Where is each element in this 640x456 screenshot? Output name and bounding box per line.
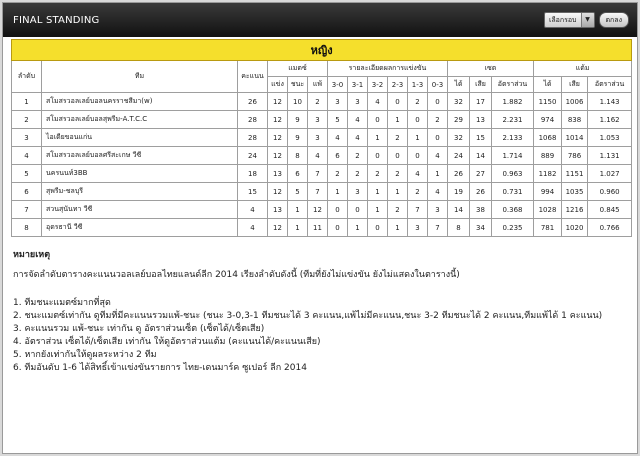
standings-table-wrap [3,37,637,237]
list-item: 6. ทีมอันดับ 1-6 ได้สิทธิ์เข้าแข่งขันรายการ ไทย-เดนมาร์ค ซูเปอร์ ลีก 2014 [13,363,307,373]
cell-played: 12 [268,219,288,237]
cell-r32: 0 [368,219,388,237]
table-row [12,93,632,111]
cell-r13: 1 [408,129,428,147]
section-title: หญิง [12,40,632,61]
standings-table [11,39,632,237]
cell-team: สวนสุนันทา วีซี [42,201,238,219]
cell-set-ratio: 2.231 [492,111,534,129]
cell-r31: 4 [348,111,368,129]
cell-r23: 1 [388,183,408,201]
cell-r03: 3 [428,201,448,219]
cell-set-won: 26 [448,165,470,183]
cell-r32: 1 [368,129,388,147]
col-set-won: ได้ [448,77,470,93]
cell-points: 28 [238,111,268,129]
chevron-down-icon[interactable]: ▼ [581,13,594,27]
cell-points: 26 [238,93,268,111]
cell-played: 12 [268,93,288,111]
table-row [12,165,632,183]
cell-pt-won: 1068 [534,129,562,147]
col-pt-won: ได้ [534,77,562,93]
cell-r30: 0 [328,201,348,219]
cell-pt-won: 994 [534,183,562,201]
table-row [12,147,632,165]
cell-set-lost: 14 [470,147,492,165]
cell-r32: 0 [368,147,388,165]
cell-set-ratio: 1.714 [492,147,534,165]
cell-won: 10 [288,93,308,111]
cell-r32: 1 [368,183,388,201]
col-pt-ratio: อัตราส่วน [588,77,632,93]
cell-rank: 4 [12,147,42,165]
cell-r23: 2 [388,165,408,183]
round-select[interactable] [544,12,595,28]
cell-r30: 5 [328,111,348,129]
cell-pt-won: 1182 [534,165,562,183]
cell-played: 12 [268,111,288,129]
cell-rank: 6 [12,183,42,201]
cell-team: สุพรีม-ชลบุรี [42,183,238,201]
cell-set-ratio: 0.963 [492,165,534,183]
col-set-lost: เสีย [470,77,492,93]
cell-r23: 1 [388,219,408,237]
cell-pt-won: 1150 [534,93,562,111]
table-row [12,219,632,237]
cell-set-ratio: 1.882 [492,93,534,111]
cell-pt-ratio: 1.053 [588,129,632,147]
col-pt-lost: เสีย [562,77,588,93]
cell-team: สโมสรวอลเลย์บอลศรีสะเกษ วีซี [42,147,238,165]
cell-r30: 2 [328,165,348,183]
cell-set-won: 32 [448,129,470,147]
cell-set-won: 14 [448,201,470,219]
cell-lost: 2 [308,93,328,111]
cell-r32: 2 [368,165,388,183]
page-title: FINAL STANDING [13,14,100,26]
cell-pt-ratio: 0.766 [588,219,632,237]
col-lost: แพ้ [308,77,328,93]
cell-lost: 11 [308,219,328,237]
col-r31: 3-1 [348,77,368,93]
cell-set-lost: 26 [470,183,492,201]
cell-lost: 3 [308,111,328,129]
cell-pt-lost: 1216 [562,201,588,219]
list-item: 1. ทีมชนะแมตซ์มากที่สุด [13,298,111,308]
list-item: 4. อัตราส่วน เซ็ตได้/เซ็ตเสีย เท่ากัน ให้ดูอัตราส่วนแต้ม (คะแนนได้/คะแนนเสีย) [13,337,321,347]
cell-r03: 0 [428,129,448,147]
standings-panel [2,2,638,454]
cell-set-won: 29 [448,111,470,129]
col-won: ชนะ [288,77,308,93]
cell-set-lost: 34 [470,219,492,237]
col-set-ratio: อัตราส่วน [492,77,534,93]
cell-r13: 4 [408,165,428,183]
cell-r31: 3 [348,93,368,111]
cell-pt-lost: 1020 [562,219,588,237]
cell-rank: 1 [12,93,42,111]
cell-lost: 4 [308,147,328,165]
toolbar [544,12,629,28]
cell-pt-ratio: 0.960 [588,183,632,201]
cell-r31: 1 [348,219,368,237]
cell-pt-won: 974 [534,111,562,129]
col-r03: 0-3 [428,77,448,93]
cell-won: 9 [288,129,308,147]
list-item: 3. คะแนนรวม แพ้-ชนะ เท่ากัน ดู อัตราส่วนเซ็ต (เซ็ตได้/เซ็ตเสีย) [13,324,265,334]
cell-rank: 3 [12,129,42,147]
cell-r03: 0 [428,93,448,111]
table-row [12,129,632,147]
ok-button[interactable]: ตกลง [599,12,630,28]
cell-rank: 5 [12,165,42,183]
table-row [12,201,632,219]
col-rank: ลำดับ [12,61,42,93]
cell-pt-lost: 1014 [562,129,588,147]
cell-r23: 2 [388,129,408,147]
cell-set-won: 8 [448,219,470,237]
cell-won: 9 [288,111,308,129]
cell-rank: 2 [12,111,42,129]
cell-set-won: 32 [448,93,470,111]
cell-pt-won: 1028 [534,201,562,219]
cell-pt-ratio: 0.845 [588,201,632,219]
cell-pt-ratio: 1.131 [588,147,632,165]
cell-won: 5 [288,183,308,201]
cell-pt-lost: 838 [562,111,588,129]
notes-section [3,237,637,375]
cell-r30: 6 [328,147,348,165]
col-group-set: เซต [448,61,534,77]
title-bar [3,3,637,37]
cell-r31: 0 [348,201,368,219]
cell-team: สโมสรวอลเลย์บอลนครราชสีมา(w) [42,93,238,111]
cell-rank: 7 [12,201,42,219]
cell-set-lost: 38 [470,201,492,219]
cell-lost: 3 [308,129,328,147]
cell-rank: 8 [12,219,42,237]
cell-set-ratio: 0.368 [492,201,534,219]
cell-lost: 12 [308,201,328,219]
cell-pt-lost: 1006 [562,93,588,111]
cell-played: 13 [268,165,288,183]
cell-played: 12 [268,183,288,201]
cell-r30: 0 [328,219,348,237]
cell-r31: 2 [348,165,368,183]
notes-intro: การจัดลำดับตารางคะแนนวอลเลย์บอลไทยแลนด์ลีก 2014 เรียงลำดับดังนี้ (ทีมที่ยังไม่แข่งขัน ยังไม่แสดงในตารางนี้) [13,270,460,280]
cell-r32: 0 [368,111,388,129]
cell-lost: 7 [308,183,328,201]
cell-played: 12 [268,129,288,147]
col-r32: 3-2 [368,77,388,93]
cell-r03: 7 [428,219,448,237]
cell-r23: 0 [388,93,408,111]
cell-r13: 3 [408,219,428,237]
cell-team: นครนนท์3BB [42,165,238,183]
cell-r03: 4 [428,183,448,201]
col-points: คะแนน [238,61,268,93]
cell-r03: 1 [428,165,448,183]
cell-points: 24 [238,147,268,165]
notes-list [13,297,627,375]
cell-r13: 2 [408,93,428,111]
cell-set-lost: 13 [470,111,492,129]
cell-points: 28 [238,129,268,147]
cell-pt-ratio: 1.027 [588,165,632,183]
cell-r23: 2 [388,201,408,219]
cell-r32: 4 [368,93,388,111]
cell-set-won: 19 [448,183,470,201]
col-group-detail: รายละเอียดผลการแข่งขัน [328,61,448,77]
col-r13: 1-3 [408,77,428,93]
cell-played: 13 [268,201,288,219]
cell-won: 6 [288,165,308,183]
table-row [12,111,632,129]
cell-set-lost: 27 [470,165,492,183]
cell-set-lost: 15 [470,129,492,147]
cell-r30: 4 [328,129,348,147]
cell-r13: 7 [408,201,428,219]
col-played: แข่ง [268,77,288,93]
list-item: 2. ชนะแมตซ์เท่ากัน ดูทีมที่มีคะแนนรวมแพ้-ชนะ (ชนะ 3-0,3-1 ทีมชนะได้ 3 คะแนน,แพ้ไม่มีคะแนน,ชนะ 3-2 ทีมชนะได้ 2 คะแนน,ทีมแพ้ได้ 1 คะแนน) [13,311,603,321]
cell-r13: 0 [408,147,428,165]
cell-r23: 1 [388,111,408,129]
col-group-score: แต้ม [534,61,632,77]
cell-points: 15 [238,183,268,201]
cell-r30: 1 [328,183,348,201]
cell-set-lost: 17 [470,93,492,111]
cell-pt-won: 781 [534,219,562,237]
cell-r32: 1 [368,201,388,219]
cell-pt-lost: 786 [562,147,588,165]
cell-pt-lost: 1035 [562,183,588,201]
cell-set-ratio: 2.133 [492,129,534,147]
cell-r31: 4 [348,129,368,147]
cell-won: 8 [288,147,308,165]
col-r30: 3-0 [328,77,348,93]
table-row [12,183,632,201]
col-r23: 2-3 [388,77,408,93]
list-item: 5. หากยังเท่ากันให้ดูผลระหว่าง 2 ทีม [13,350,157,360]
cell-set-ratio: 0.235 [492,219,534,237]
cell-pt-ratio: 1.162 [588,111,632,129]
cell-team: อุดรธานี วีซี [42,219,238,237]
cell-r23: 0 [388,147,408,165]
cell-played: 12 [268,147,288,165]
cell-points: 4 [238,219,268,237]
cell-r03: 4 [428,147,448,165]
cell-lost: 7 [308,165,328,183]
standings-body [12,93,632,237]
cell-points: 4 [238,201,268,219]
cell-points: 18 [238,165,268,183]
cell-pt-ratio: 1.143 [588,93,632,111]
cell-won: 1 [288,219,308,237]
col-team: ทีม [42,61,238,93]
cell-r03: 2 [428,111,448,129]
cell-r13: 0 [408,111,428,129]
cell-won: 1 [288,201,308,219]
cell-set-ratio: 0.731 [492,183,534,201]
cell-pt-lost: 1151 [562,165,588,183]
cell-r13: 2 [408,183,428,201]
cell-set-won: 24 [448,147,470,165]
cell-r31: 3 [348,183,368,201]
cell-r30: 3 [328,93,348,111]
cell-r31: 2 [348,147,368,165]
col-group-match: แมตซ์ [268,61,328,77]
notes-heading: หมายเหตุ [13,250,51,260]
cell-team: สโมสรวอลเลย์บอลสุพรีม-A.T.C.C [42,111,238,129]
cell-team: ไอเดียขอนแก่น [42,129,238,147]
cell-pt-won: 889 [534,147,562,165]
round-select-value: เลือกรอบ [548,15,577,24]
